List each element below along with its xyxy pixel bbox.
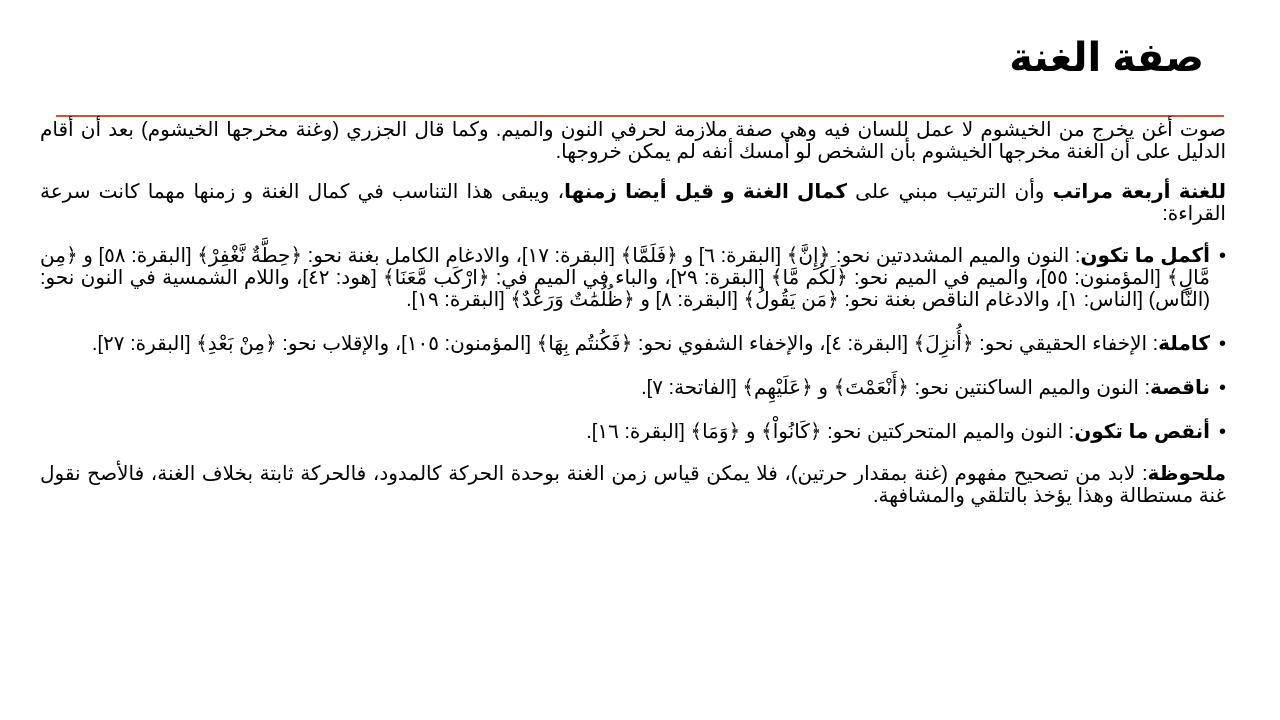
slide-body: [40, 119, 1226, 507]
levels-intro-text: وأن الترتيب مبني على: [846, 181, 1053, 203]
note-paragraph: [40, 463, 1226, 507]
list-item-least-complete: [40, 421, 1226, 443]
definition-paragraph: صوت أغن يخرج من الخيشوم لا عمل للسان فيه وهي صفة ملازمة لحرفي النون والميم. وكما قال الجزري (وغنة مخرجها الخيشوم) بعد أن أقام الدليل على أن الغنة مخرجها الخيشوم بأن الشخص لو أمسك أنفه لم يمكن خروجها.: [40, 119, 1227, 163]
level-text: : النون والميم الساكنتين نحو: ﴿أَنْعَمْتَ﴾ و ﴿عَلَيْهِم﴾ [الفاتحة: ٧].: [641, 377, 1151, 399]
level-label: ناقصة: [1150, 377, 1210, 399]
level-text: : الإخفاء الحقيقي نحو: ﴿أُنزِلَ﴾ [البقرة: ٤]، والإخفاء الشفوي نحو: ﴿فَكُنتُم بِهَا﴾ [المؤمنون: ١٠٥]، والإقلاب نحو: ﴿مِنْ بَعْدِ﴾ [البقرة: ٢٧].: [91, 333, 1159, 355]
level-label: أكمل ما تكون: [1080, 245, 1210, 267]
title-divider: [56, 115, 1224, 117]
note-text: : لابد من تصحيح مفهوم (غنة بمقدار حرتين)، فلا يمكن قياس زمن الغنة بوحدة الحركة كالمدود، فالحركة ثابتة بخلاف الغنة، فالأصح نقول غنة مستطالة وهذا يؤخذ بالتلقي والمشافهة.: [40, 463, 1226, 507]
note-label: ملحوظة: [1147, 463, 1226, 485]
levels-list: [40, 245, 1226, 443]
levels-intro-bold-count: للغنة أربعة مراتب: [1052, 181, 1227, 203]
level-text: : النون والميم المتحركتين نحو: ﴿كَانُواْ﴾ و ﴿وَمَا﴾ [البقرة: ١٦].: [586, 421, 1075, 443]
level-label: كاملة: [1158, 333, 1210, 355]
list-item-most-complete: [40, 245, 1226, 311]
level-label: أنقص ما تكون: [1074, 421, 1210, 443]
slide-title: صفة الغنة: [1009, 36, 1204, 80]
levels-intro-text-end: ، ويبقى هذا التناسب في كمال الغنة و زمنها مهما كانت سرعة القراءة:: [40, 181, 1226, 225]
list-item-complete: [40, 333, 1226, 355]
level-text: : النون والميم المشددتين نحو: ﴿إِنَّ﴾ [البقرة: ٦] و ﴿فَلَمَّا﴾ [البقرة: ١٧]، والادغام الكامل بغنة نحو: ﴿حِطَّةٌ نَّغْفِرْ﴾ [البقرة: ٥٨] و ﴿مِن مَّالٍ﴾ [المؤمنون: ٥٥]، والميم في الميم نحو: ﴿لَكُم مَّا﴾ [البقرة: ٢٩]، والباء في الميم في: ﴿ارْكَب مَّعَنَا﴾ [هود: ٤٢]، واللام الشمسية في النون نحو: (النَّاس) [الناس: ١]، والادغام الناقص بغنة نحو: ﴿مَن يَقُولُ﴾ [البقرة: ٨] و ﴿ظُلُمَٰتٌ وَرَعْدٌ﴾ [البقرة: ١٩].: [40, 245, 1210, 311]
levels-intro-paragraph: [40, 181, 1226, 225]
levels-intro-bold-basis: كمال الغنة و قيل أيضا زمنها: [564, 181, 847, 203]
list-item-incomplete: [40, 377, 1226, 399]
